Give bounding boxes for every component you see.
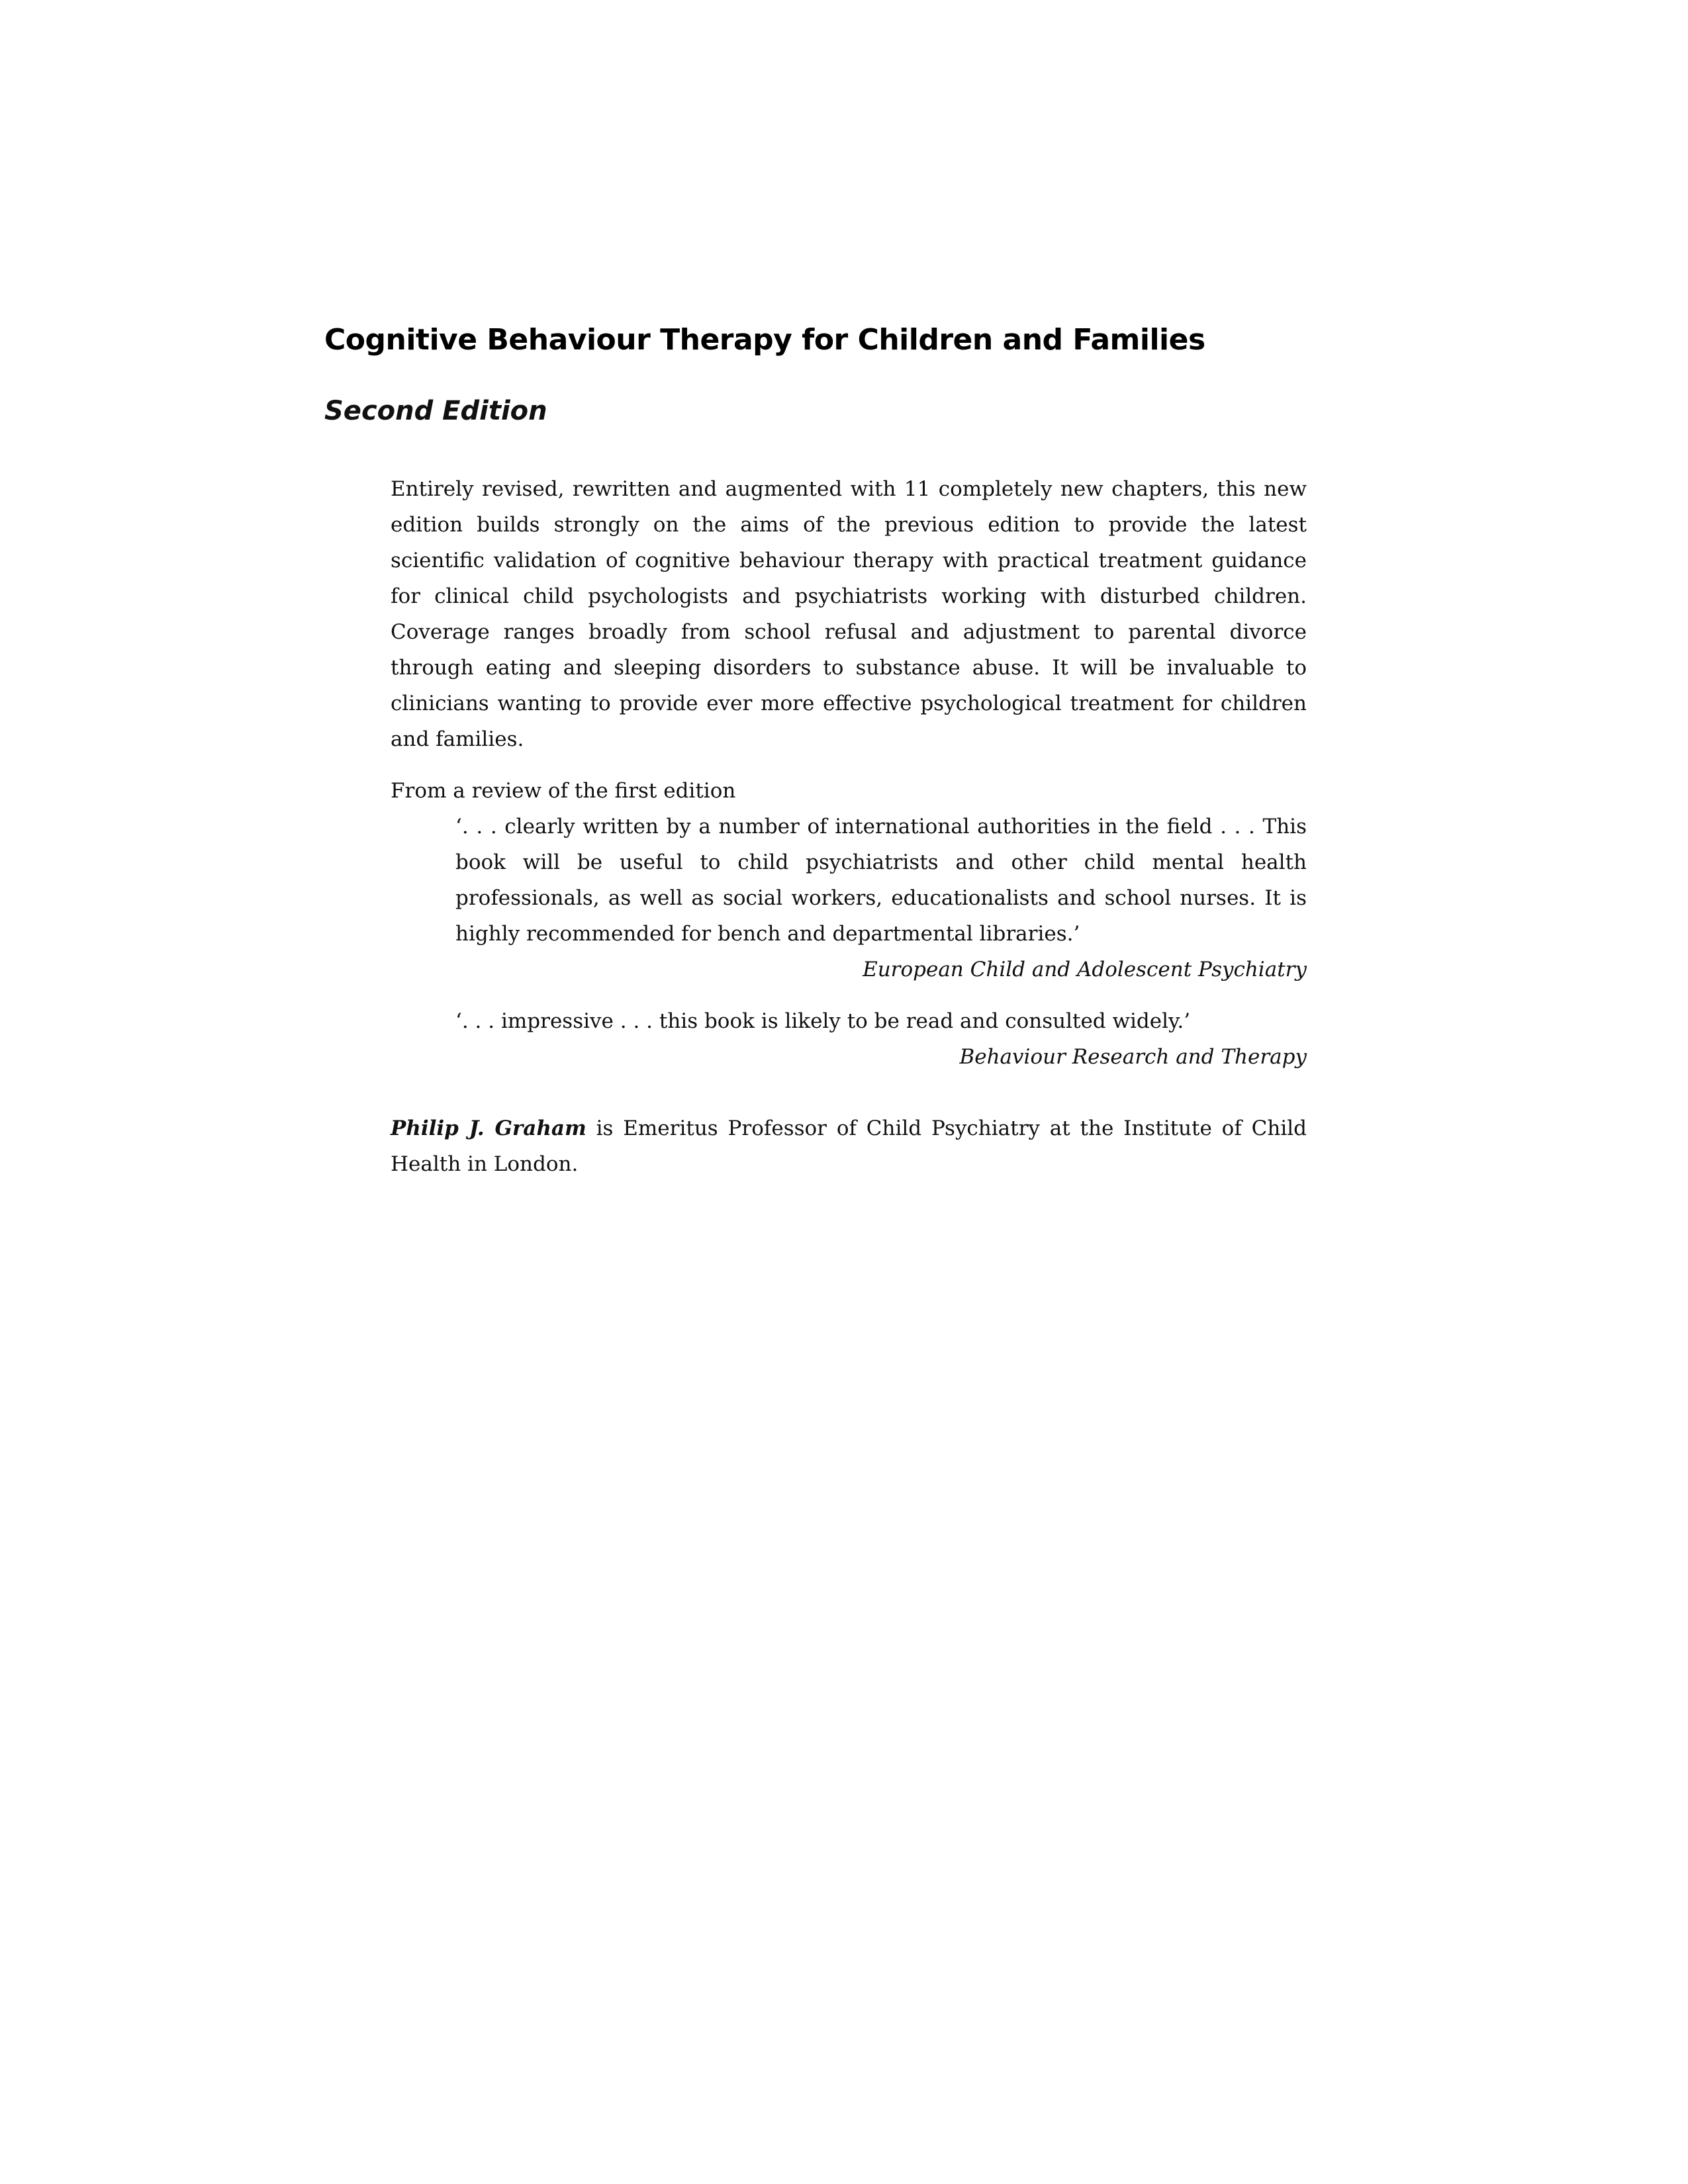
author-name: Philip J. Graham <box>391 1116 586 1140</box>
book-blurb: Entirely revised, rewritten and augmented with 11 completely new chapters, this new edition builds strongly on the aims of the previous edition to provide the latest scientific validation of cognitive behaviour therapy with practical treatment guidance for clinical child psychologists and psychiatrists working with disturbed children. Coverage ranges broadly from school refusal and adjustment to parental divorce through eating and sleeping disorders to substance abuse. It will be invaluable to clinicians wanting to provide ever more effective psychological treatment for children and families. <box>391 477 1307 751</box>
review-quote-source: Behaviour Research and Therapy <box>959 1045 1307 1069</box>
description-block <box>391 471 1307 1182</box>
edition-label: Second Edition <box>324 396 547 426</box>
review-quote-source: European Child and Adolescent Psychiatry <box>863 958 1307 981</box>
author-bio <box>391 1111 1307 1182</box>
review-quote <box>455 1003 1307 1075</box>
review-intro: From a review of the first edition <box>391 779 736 803</box>
review-quote <box>455 809 1307 987</box>
author-bio-text: is Emeritus Professor of Child Psychiatry at the Institute of Child Health in London. <box>391 1116 1307 1176</box>
book-title: Cognitive Behaviour Therapy for Children and Families <box>324 323 1205 357</box>
review-quote-text: ‘. . . impressive . . . this book is likely to be read and consulted widely.’ <box>455 1009 1191 1033</box>
review-quote-text: ‘. . . clearly written by a number of international authorities in the field . . . This book will be useful to child psychiatrists and other child mental health professionals, as well as social workers, educationalists and school nurses. It is highly recommended for bench and departmental libraries.’ <box>455 815 1307 946</box>
